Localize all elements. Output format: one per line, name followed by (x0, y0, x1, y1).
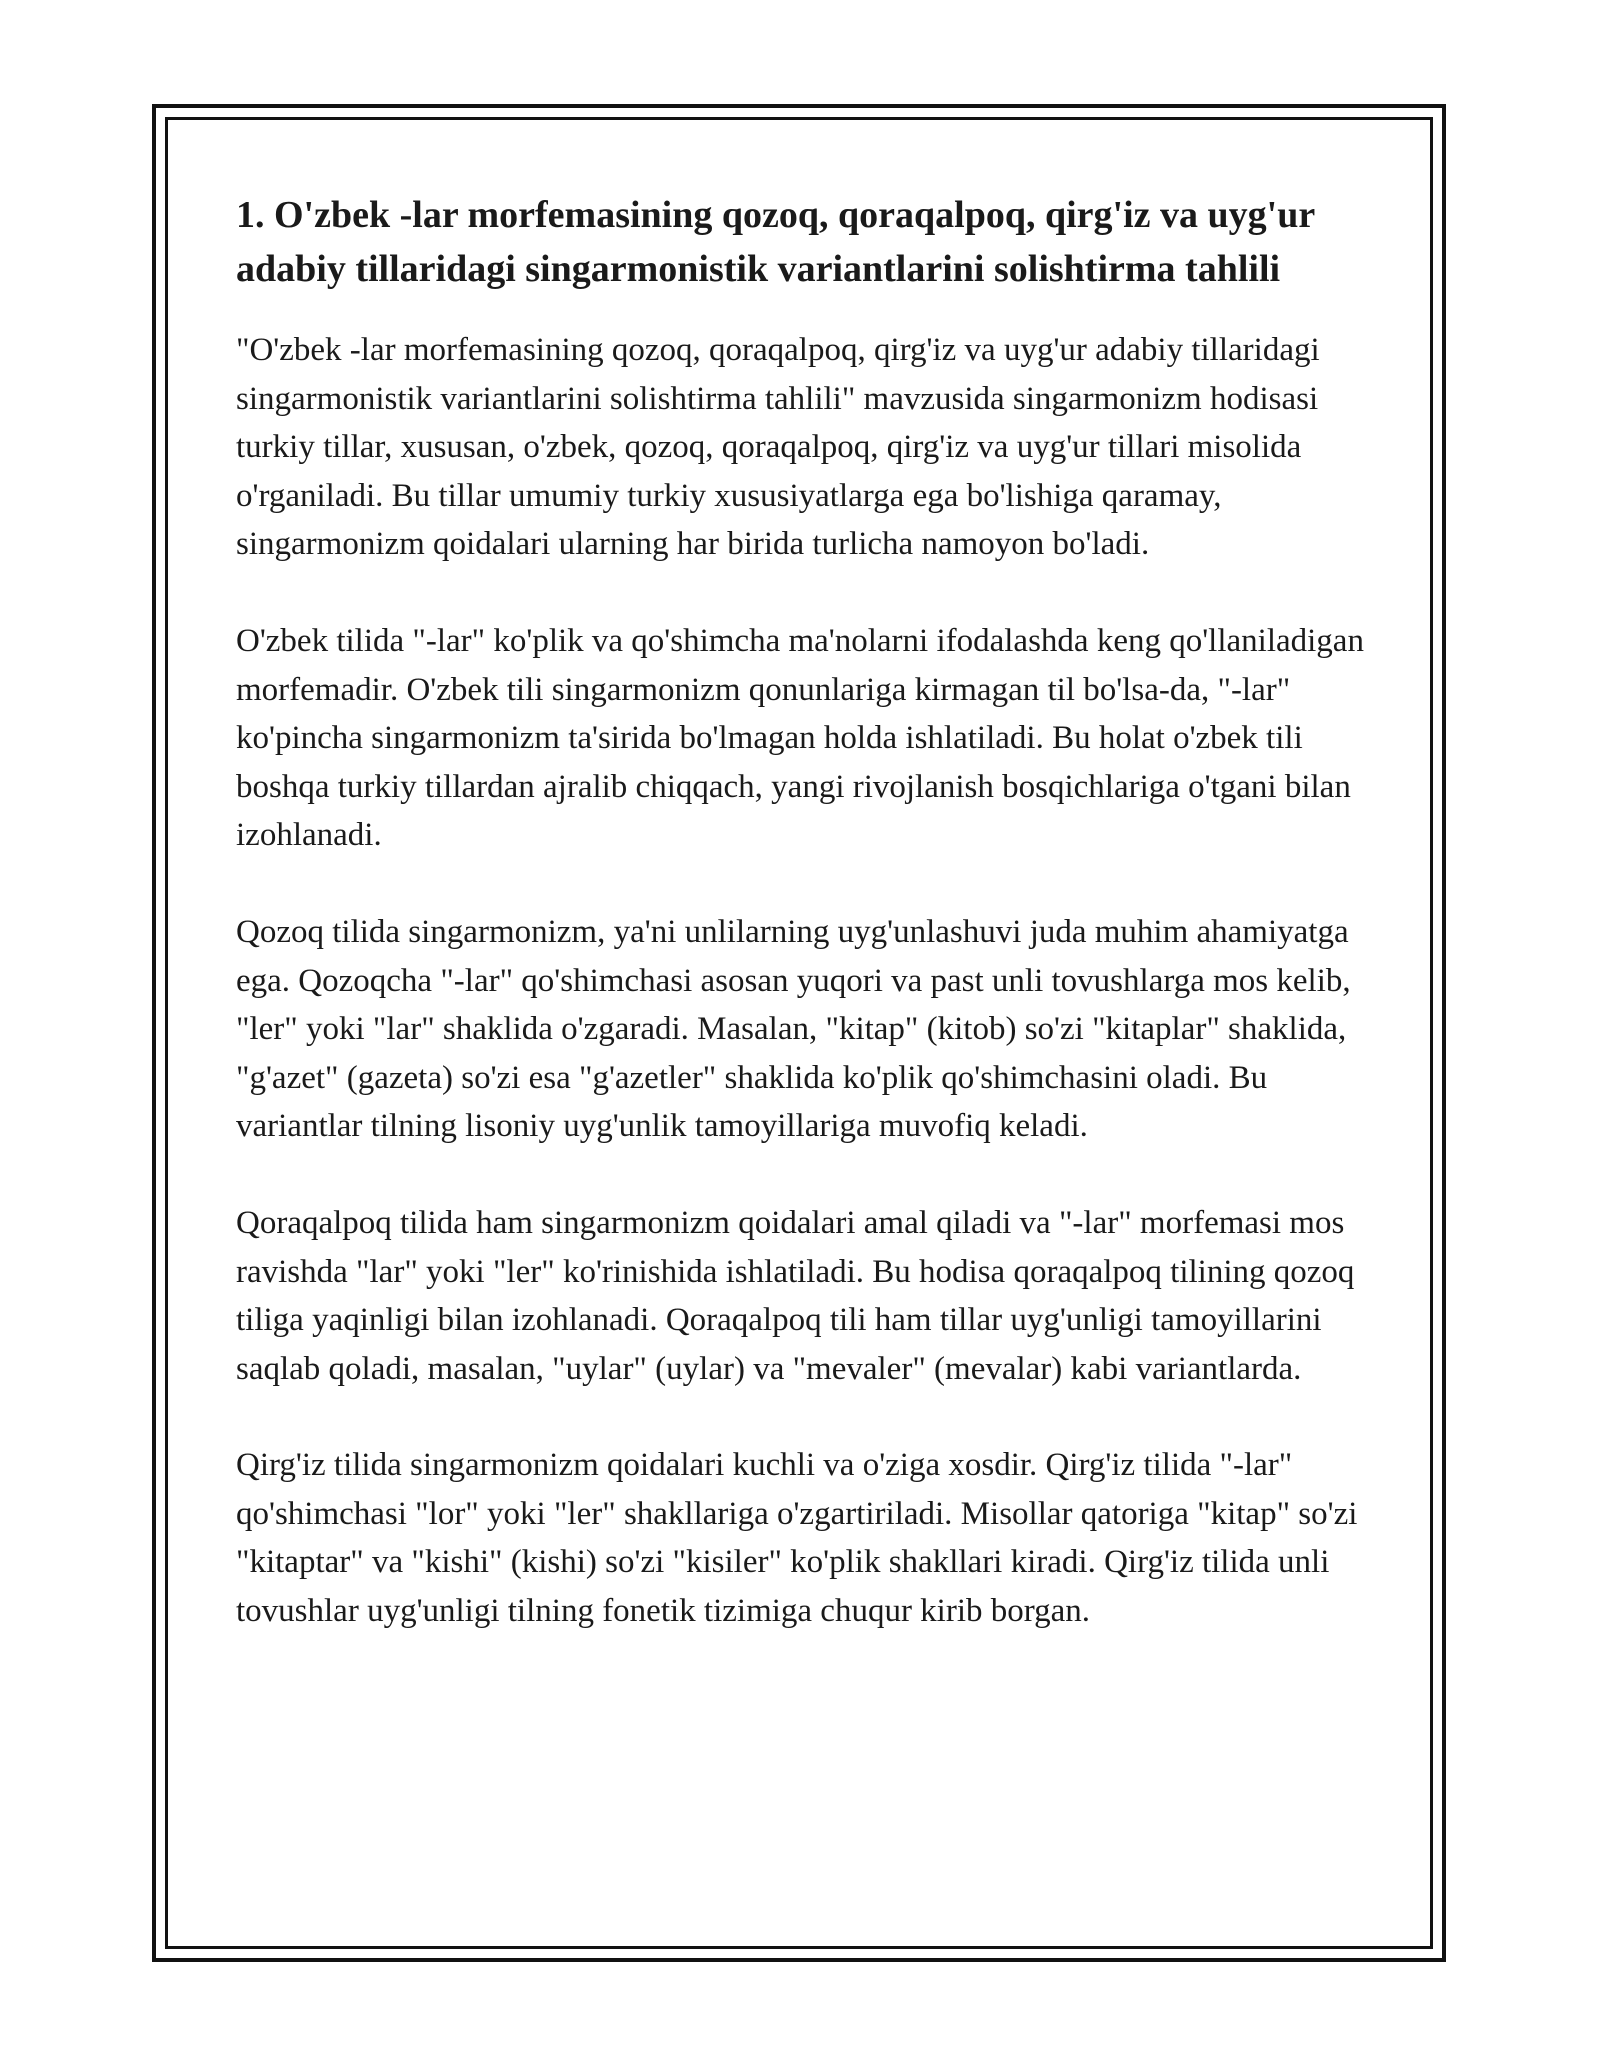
paragraph-uzbek: O'zbek tilida "-lar" ko'plik va qo'shimcha ma'nolarni ifodalashda keng qo'llaniladigan morfemadir. O'zbek tili singarmonizm qonunlariga kirmagan til bo'lsa-da, "-lar" ko'pincha singarmonizm ta'sirida bo'lmagan holda ishlatiladi. Bu holat o'zbek tili boshqa turkiy tillardan ajralib chiqqach, yangi rivojlanish bosqichlariga o'tgani bilan izohlanadi. (236, 622, 1364, 854)
paragraph-kyrgyz: Qirg'iz tilida singarmonizm qoidalari kuchli va o'ziga xosdir. Qirg'iz tilida "-lar" qo'shimchasi "lor" yoki "ler" shakllariga o'zgartiriladi. Misollar qatoriga "kitap" so'zi "kitaptar" va "kishi" (kishi) so'zi "kisiler" ko'plik shakllari kiradi. Qirg'iz tilida unli tovushlar uyg'unligi tilning fonetik tizimiga chuqur kirib borgan. (236, 1447, 1358, 1630)
paragraph-intro: "O'zbek -lar morfemasining qozoq, qoraqalpoq, qirg'iz va uyg'ur adabiy tillaridagi singarmonistik variantlarini solishtirma tahlili" mavzusida singarmonizm hodisasi turkiy tillar, xususan, o'zbek, qozoq, qoraqalpoq, qirg'iz va uyg'ur tillari misolida o'rganiladi. Bu tillar umumiy turkiy xususiyatlarga ega bo'lishiga qaramay, singarmonizm qoidalari ularning har birida turlicha namoyon bo'ladi. (236, 332, 1320, 563)
paragraph-kazakh: Qozoq tilida singarmonizm, ya'ni unlilarning uyg'unlashuvi juda muhim ahamiyatga ega. Qozoqcha "-lar" qo'shimchasi asosan yuqori va past unli tovushlarga mos kelib, "ler" yoki "lar" shaklida o'zgaradi. Masalan, "kitap" (kitob) so'zi "kitaplar" shaklida, "g'azet" (gazeta) so'zi esa "g'azetler" shaklida ko'plik qo'shimchasini oladi. Bu variantlar tilning lisoniy uyg'unlik tamoyillariga muvofiq keladi. (236, 913, 1351, 1145)
document-body (236, 188, 1366, 1636)
document-title: 1. O'zbek -lar morfemasining qozoq, qoraqalpoq, qirg'iz va uyg'ur adabiy tillaridagi singarmonistik variantlarini solishtirma tahlili (236, 194, 1315, 290)
paragraph-karakalpak: Qoraqalpoq tilida ham singarmonizm qoidalari amal qiladi va "-lar" morfemasi mos ravishda "lar" yoki "ler" ko'rinishida ishlatiladi. Bu hodisa qoraqalpoq tilining qozoq tiliga yaqinligi bilan izohlanadi. Qoraqalpoq tili ham tillar uyg'unligi tamoyillarini saqlab qoladi, masalan, "uylar" (uylar) va "mevaler" (mevalar) kabi variantlarda. (236, 1204, 1355, 1387)
